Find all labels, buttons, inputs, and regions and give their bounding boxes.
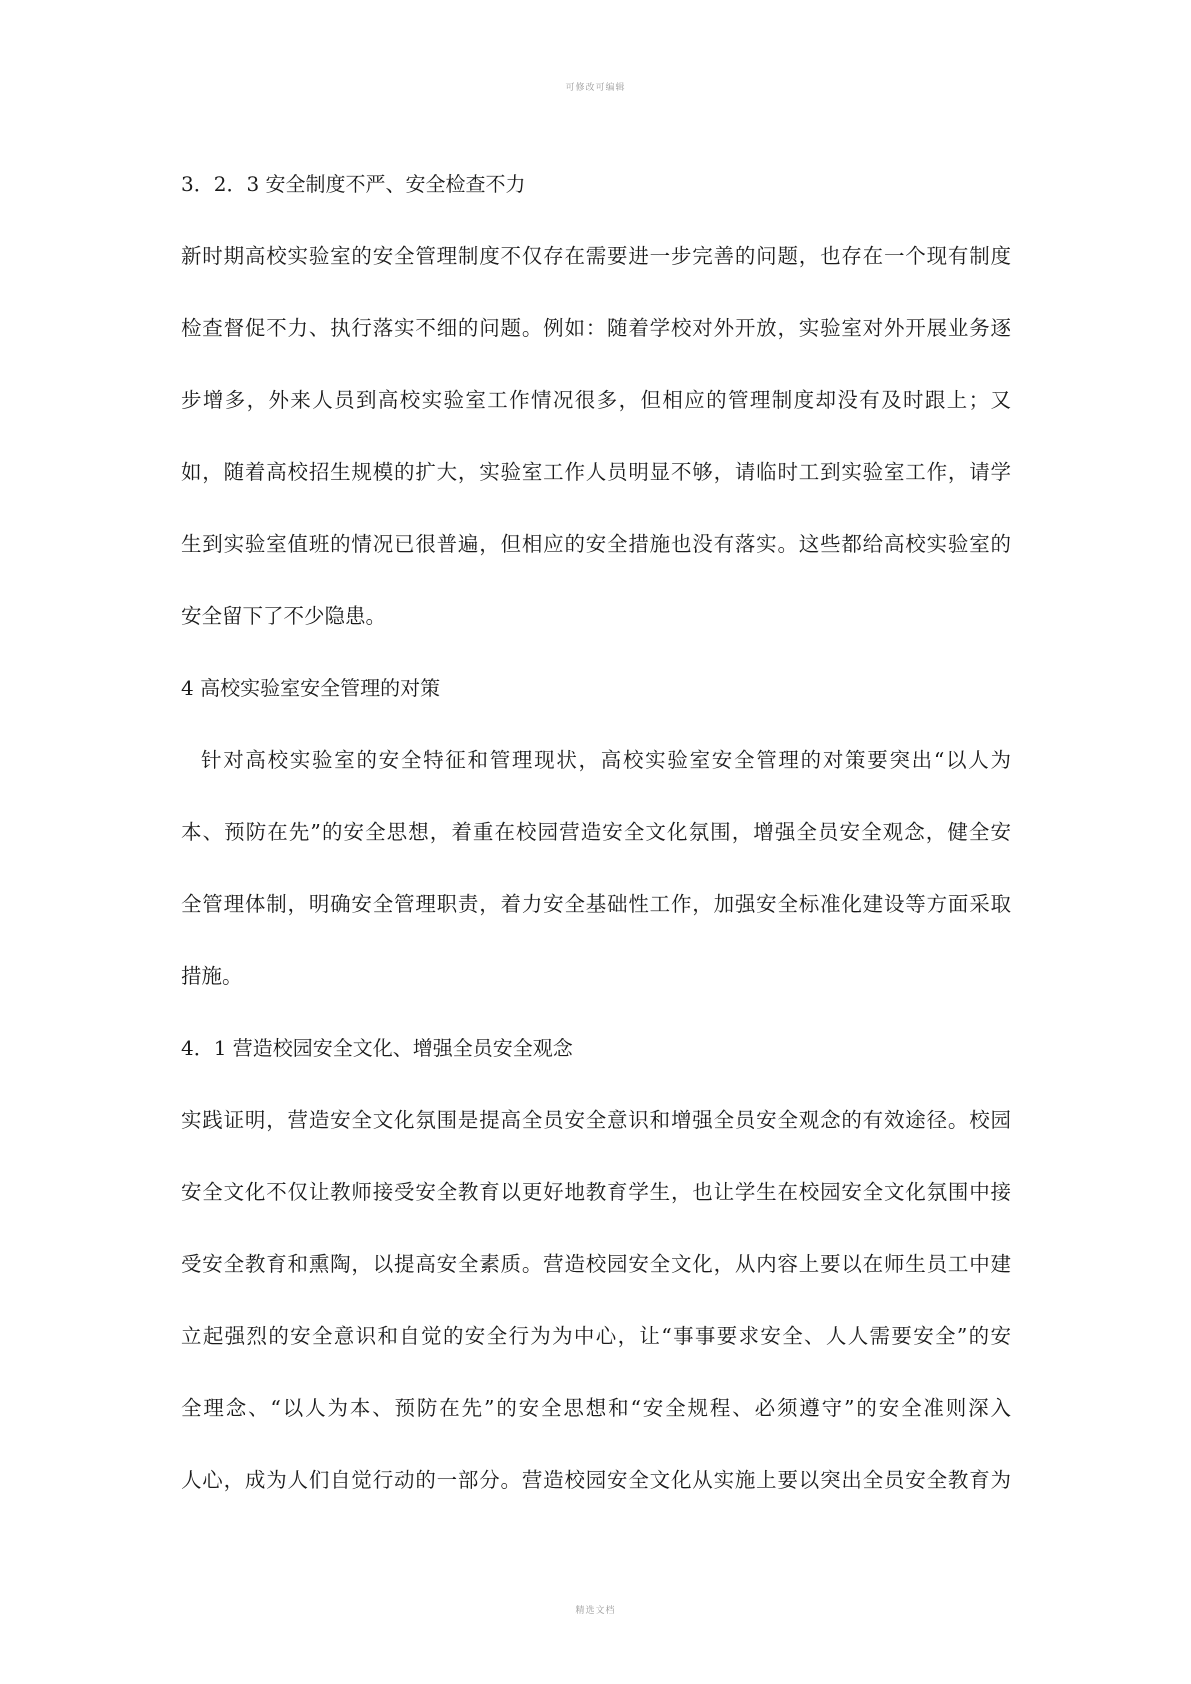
paragraph-line: 措施。	[181, 964, 243, 988]
section-heading: 3．2．3 安全制度不严、安全检查不力	[181, 172, 526, 196]
document-body	[181, 148, 1011, 1516]
section-heading: 4．1 营造校园安全文化、增强全员安全观念	[181, 1036, 573, 1060]
paragraph-line: 本、预防在先”的安全思想，着重在校园营造安全文化氛围，增强全员安全观念，健全安	[181, 820, 1011, 844]
paragraph-line: 检查督促不力、执行落实不细的问题。例如：随着学校对外开放，实验室对外开展业务逐	[181, 316, 1011, 340]
paragraph-line: 人心，成为人们自觉行动的一部分。营造校园安全文化从实施上要以突出全员安全教育为	[181, 1468, 1011, 1492]
paragraph-line: 步增多，外来人员到高校实验室工作情况很多，但相应的管理制度却没有及时跟上；又	[181, 388, 1011, 412]
paragraph-line: 新时期高校实验室的安全管理制度不仅存在需要进一步完善的问题，也存在一个现有制度	[181, 244, 1011, 268]
page-header-note: 可修改可编辑	[565, 83, 626, 93]
paragraph-line: 全理念、“以人为本、预防在先”的安全思想和“安全规程、必须遵守”的安全准则深入	[181, 1396, 1011, 1420]
section-heading: 4 高校实验室安全管理的对策	[181, 676, 441, 700]
paragraph-line: 实践证明，营造安全文化氛围是提高全员安全意识和增强全员安全观念的有效途径。校园	[181, 1108, 1011, 1132]
paragraph-line: 如，随着高校招生规模的扩大，实验室工作人员明显不够，请临时工到实验室工作，请学	[181, 460, 1011, 484]
paragraph-line: 针对高校实验室的安全特征和管理现状，高校实验室安全管理的对策要突出“以人为	[201, 748, 1011, 772]
page-footer-note: 精选文档	[575, 1606, 616, 1616]
paragraph-line: 全管理体制，明确安全管理职责，着力安全基础性工作，加强安全标准化建设等方面采取	[181, 892, 1011, 916]
paragraph-line: 安全文化不仅让教师接受安全教育以更好地教育学生，也让学生在校园安全文化氛围中接	[181, 1180, 1011, 1204]
paragraph-line: 生到实验室值班的情况已很普遍，但相应的安全措施也没有落实。这些都给高校实验室的	[181, 532, 1011, 556]
paragraph-line: 受安全教育和熏陶，以提高安全素质。营造校园安全文化，从内容上要以在师生员工中建	[181, 1252, 1011, 1276]
paragraph-line: 安全留下了不少隐患。	[181, 604, 386, 628]
paragraph-line: 立起强烈的安全意识和自觉的安全行为为中心，让“事事要求安全、人人需要安全”的安	[181, 1324, 1011, 1348]
